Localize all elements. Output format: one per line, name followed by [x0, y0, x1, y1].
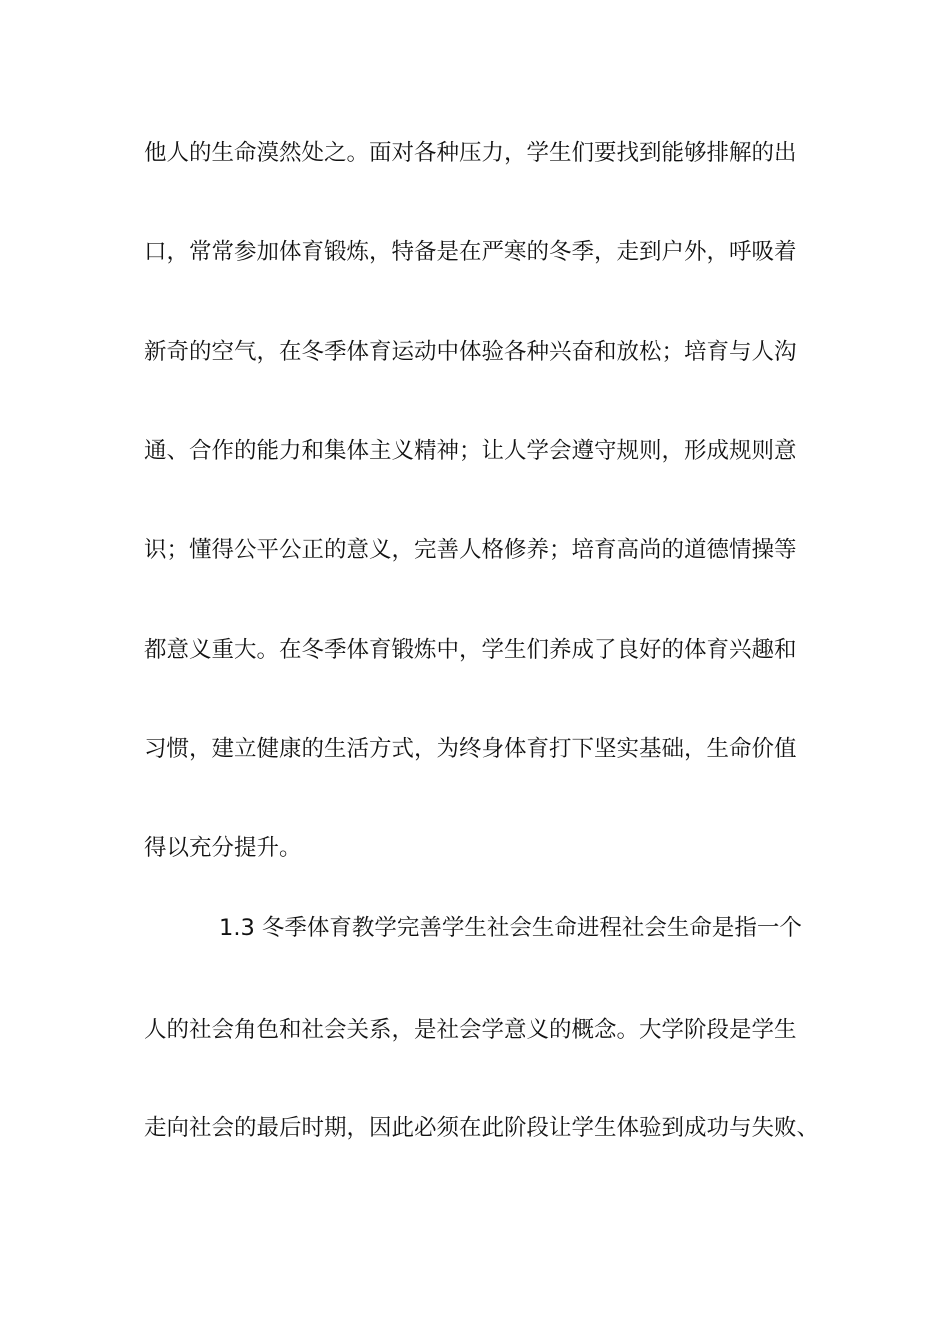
- text-line: 得以充分提升。: [144, 835, 302, 861]
- section-heading-line: 1.3 冬季体育教学完善学生社会生命进程社会生命是指一个: [219, 915, 802, 941]
- text-line: 人的社会角色和社会关系，是社会学意义的概念。大学阶段是学生: [144, 1017, 797, 1043]
- text-line: 他人的生命漠然处之。面对各种压力，学生们要找到能够排解的出: [144, 140, 797, 166]
- text-line: 都意义重大。在冬季体育锻炼中，学生们养成了良好的体育兴趣和: [144, 637, 797, 663]
- text-line: 走向社会的最后时期，因此必须在此阶段让学生体验到成功与失败、: [144, 1115, 820, 1141]
- text-line: 口，常常参加体育锻炼，特备是在严寒的冬季，走到户外，呼吸着: [144, 239, 797, 265]
- text-line: 通、合作的能力和集体主义精神；让人学会遵守规则，形成规则意: [144, 438, 797, 464]
- text-line: 新奇的空气，在冬季体育运动中体验各种兴奋和放松；培育与人沟: [144, 339, 797, 365]
- text-line: 习惯，建立健康的生活方式，为终身体育打下坚实基础，生命价值: [144, 736, 797, 762]
- text-line: 识；懂得公平公正的意义，完善人格修养；培育高尚的道德情操等: [144, 537, 797, 563]
